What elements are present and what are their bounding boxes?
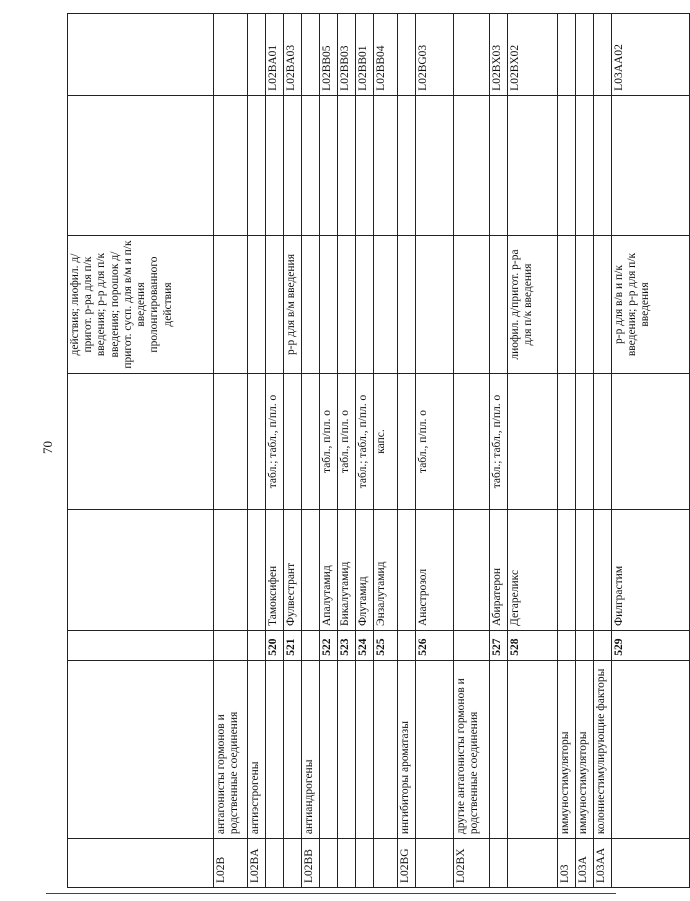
row-number-cell: 527	[490, 631, 508, 661]
table-row	[284, 14, 302, 888]
dosage-form-alt-cell	[490, 235, 508, 373]
dosage-form-cell: табл.; табл., п/пл. о	[356, 374, 374, 510]
atc-code-cell: L02BX03	[490, 14, 508, 96]
dosage-form-cell: табл.; табл., п/пл. о	[266, 374, 284, 510]
row-number-cell: 524	[356, 631, 374, 661]
dosage-form-alt-cell: р-р для в/м введения	[284, 235, 302, 373]
row-number-cell: 525	[374, 631, 398, 661]
dosage-form-alt-cell: действия; лиофил. д/пригот. р-ра для п/к введения; р-р для п/к введения; порошок д/пригот. сусп. для в/м и п/к введения пролонгированного действия	[68, 235, 214, 373]
empty-cell	[612, 95, 690, 235]
atc-group-code-cell	[284, 839, 302, 888]
dosage-form-cell	[612, 374, 690, 510]
row-number-cell: 522	[320, 631, 338, 661]
drug-name-cell	[558, 509, 576, 630]
dosage-form-cell	[284, 374, 302, 510]
dosage-form-alt-cell: лиофил. д/пригот. р-ра для п/к введения	[508, 235, 558, 373]
row-number-cell	[214, 631, 248, 661]
group-name-cell	[266, 660, 284, 838]
table-row	[338, 14, 356, 888]
drug-table	[67, 13, 690, 888]
atc-code-cell: L02BB01	[356, 14, 374, 96]
table-row	[248, 14, 266, 888]
bottom-rule	[46, 893, 616, 894]
dosage-form-cell: табл., п/пл. о	[416, 374, 454, 510]
atc-group-code-cell	[338, 839, 356, 888]
drug-name-cell: Флутамид	[356, 509, 374, 630]
atc-group-code-cell: L03A	[576, 839, 594, 888]
row-number-cell	[248, 631, 266, 661]
dosage-form-cell	[508, 374, 558, 510]
atc-group-code-cell: L02BB	[302, 839, 320, 888]
drug-name-cell: Дегареликс	[508, 509, 558, 630]
group-name-cell: колониестимулирующие факторы	[594, 660, 612, 838]
drug-name-cell	[68, 509, 214, 630]
atc-group-code-cell	[416, 839, 454, 888]
dosage-form-cell	[302, 374, 320, 510]
table-row	[508, 14, 558, 888]
table-row	[594, 14, 612, 888]
empty-cell	[356, 95, 374, 235]
dosage-form-cell	[558, 374, 576, 510]
group-name-cell: антагонисты гормонов и родственные соединения	[214, 660, 248, 838]
dosage-form-cell	[68, 374, 214, 510]
group-name-cell	[416, 660, 454, 838]
atc-code-cell	[248, 14, 266, 96]
group-name-cell	[338, 660, 356, 838]
dosage-form-cell: табл., п/пл. о	[320, 374, 338, 510]
atc-code-cell	[302, 14, 320, 96]
row-number-cell: 529	[612, 631, 690, 661]
row-number-cell: 521	[284, 631, 302, 661]
drug-name-cell: Энзалутамид	[374, 509, 398, 630]
atc-code-cell: L02BB05	[320, 14, 338, 96]
page-number: 70	[40, 441, 55, 454]
atc-group-code-cell: L02BG	[398, 839, 416, 888]
dosage-form-alt-cell: р-р для в/в и п/к введения; р-р для п/к введения	[612, 235, 690, 373]
dosage-form-cell	[214, 374, 248, 510]
empty-cell	[490, 95, 508, 235]
atc-code-cell: L02BX02	[508, 14, 558, 96]
dosage-form-alt-cell	[356, 235, 374, 373]
empty-cell	[266, 95, 284, 235]
dosage-form-alt-cell	[594, 235, 612, 373]
dosage-form-cell: табл.; табл., п/пл. о	[490, 374, 508, 510]
row-number-cell: 526	[416, 631, 454, 661]
row-number-cell	[558, 631, 576, 661]
table-row	[374, 14, 398, 888]
group-name-cell: другие антагонисты гормонов и родственные соединения	[454, 660, 490, 838]
empty-cell	[338, 95, 356, 235]
atc-code-cell	[454, 14, 490, 96]
atc-code-cell: L02BB04	[374, 14, 398, 96]
empty-cell	[248, 95, 266, 235]
row-number-cell	[398, 631, 416, 661]
table-row	[612, 14, 690, 888]
atc-code-cell	[558, 14, 576, 96]
drug-name-cell: Бикалутамид	[338, 509, 356, 630]
row-number-cell: 523	[338, 631, 356, 661]
table-row	[490, 14, 508, 888]
empty-cell	[558, 95, 576, 235]
table-row	[558, 14, 576, 888]
dosage-form-alt-cell	[338, 235, 356, 373]
atc-code-cell: L02BA03	[284, 14, 302, 96]
drug-name-cell: Тамоксифен	[266, 509, 284, 630]
dosage-form-alt-cell	[374, 235, 398, 373]
dosage-form-alt-cell	[398, 235, 416, 373]
atc-code-cell	[594, 14, 612, 96]
row-number-cell: 520	[266, 631, 284, 661]
atc-group-code-cell	[508, 839, 558, 888]
empty-cell	[576, 95, 594, 235]
dosage-form-alt-cell	[214, 235, 248, 373]
drug-name-cell	[398, 509, 416, 630]
empty-cell	[320, 95, 338, 235]
drug-name-cell	[248, 509, 266, 630]
dosage-form-alt-cell	[248, 235, 266, 373]
atc-group-code-cell: L02BA	[248, 839, 266, 888]
drug-name-cell: Филграстим	[612, 509, 690, 630]
empty-cell	[508, 95, 558, 235]
group-name-cell	[508, 660, 558, 838]
atc-group-code-cell	[490, 839, 508, 888]
table-row	[302, 14, 320, 888]
dosage-form-alt-cell	[302, 235, 320, 373]
atc-code-cell	[398, 14, 416, 96]
dosage-form-cell	[454, 374, 490, 510]
dosage-form-alt-cell	[266, 235, 284, 373]
atc-group-code-cell	[68, 839, 214, 888]
dosage-form-alt-cell	[558, 235, 576, 373]
dosage-form-alt-cell	[576, 235, 594, 373]
table-row	[576, 14, 594, 888]
atc-group-code-cell: L02B	[214, 839, 248, 888]
drug-name-cell	[576, 509, 594, 630]
empty-cell	[398, 95, 416, 235]
atc-group-code-cell: L03AA	[594, 839, 612, 888]
atc-code-cell: L02BA01	[266, 14, 284, 96]
empty-cell	[594, 95, 612, 235]
empty-cell	[302, 95, 320, 235]
drug-name-cell	[214, 509, 248, 630]
dosage-form-alt-cell	[454, 235, 490, 373]
group-name-cell	[374, 660, 398, 838]
table-row	[454, 14, 490, 888]
drug-name-cell	[594, 509, 612, 630]
table-row	[320, 14, 338, 888]
atc-code-cell: L03AA02	[612, 14, 690, 96]
group-name-cell	[612, 660, 690, 838]
atc-code-cell	[214, 14, 248, 96]
atc-group-code-cell	[356, 839, 374, 888]
group-name-cell	[356, 660, 374, 838]
drug-name-cell	[302, 509, 320, 630]
group-name-cell	[284, 660, 302, 838]
empty-cell	[284, 95, 302, 235]
empty-cell	[214, 95, 248, 235]
table-row	[398, 14, 416, 888]
dosage-form-cell: капс.	[374, 374, 398, 510]
empty-cell	[374, 95, 398, 235]
atc-group-code-cell	[374, 839, 398, 888]
dosage-form-cell	[248, 374, 266, 510]
atc-code-cell	[68, 14, 214, 96]
empty-cell	[416, 95, 454, 235]
group-name-cell: иммуностимуляторы	[576, 660, 594, 838]
group-name-cell: иммуностимуляторы	[558, 660, 576, 838]
atc-group-code-cell	[612, 839, 690, 888]
group-name-cell: антиандрогены	[302, 660, 320, 838]
group-name-cell: ингибиторы ароматазы	[398, 660, 416, 838]
drug-name-cell: Апалутамид	[320, 509, 338, 630]
table-row	[416, 14, 454, 888]
dosage-form-cell	[576, 374, 594, 510]
empty-cell	[68, 95, 214, 235]
row-number-cell	[594, 631, 612, 661]
atc-group-code-cell	[320, 839, 338, 888]
table-row	[68, 14, 214, 888]
atc-group-code-cell: L02BX	[454, 839, 490, 888]
empty-cell	[454, 95, 490, 235]
group-name-cell	[320, 660, 338, 838]
row-number-cell	[68, 631, 214, 661]
drug-name-cell	[454, 509, 490, 630]
dosage-form-alt-cell	[320, 235, 338, 373]
drug-name-cell: Абиратерон	[490, 509, 508, 630]
rotated-table-wrapper	[67, 13, 652, 888]
drug-name-cell: Фулвестрант	[284, 509, 302, 630]
atc-group-code-cell	[266, 839, 284, 888]
table-row	[356, 14, 374, 888]
row-number-cell	[454, 631, 490, 661]
row-number-cell: 528	[508, 631, 558, 661]
dosage-form-cell: табл., п/пл. о	[338, 374, 356, 510]
group-name-cell: антиэстрогены	[248, 660, 266, 838]
atc-code-cell: L02BG03	[416, 14, 454, 96]
drug-name-cell: Анастрозол	[416, 509, 454, 630]
atc-group-code-cell: L03	[558, 839, 576, 888]
dosage-form-alt-cell	[416, 235, 454, 373]
row-number-cell	[576, 631, 594, 661]
group-name-cell	[490, 660, 508, 838]
atc-code-cell	[576, 14, 594, 96]
dosage-form-cell	[594, 374, 612, 510]
group-name-cell	[68, 660, 214, 838]
table-row	[266, 14, 284, 888]
atc-code-cell: L02BB03	[338, 14, 356, 96]
row-number-cell	[302, 631, 320, 661]
table-row	[214, 14, 248, 888]
dosage-form-cell	[398, 374, 416, 510]
